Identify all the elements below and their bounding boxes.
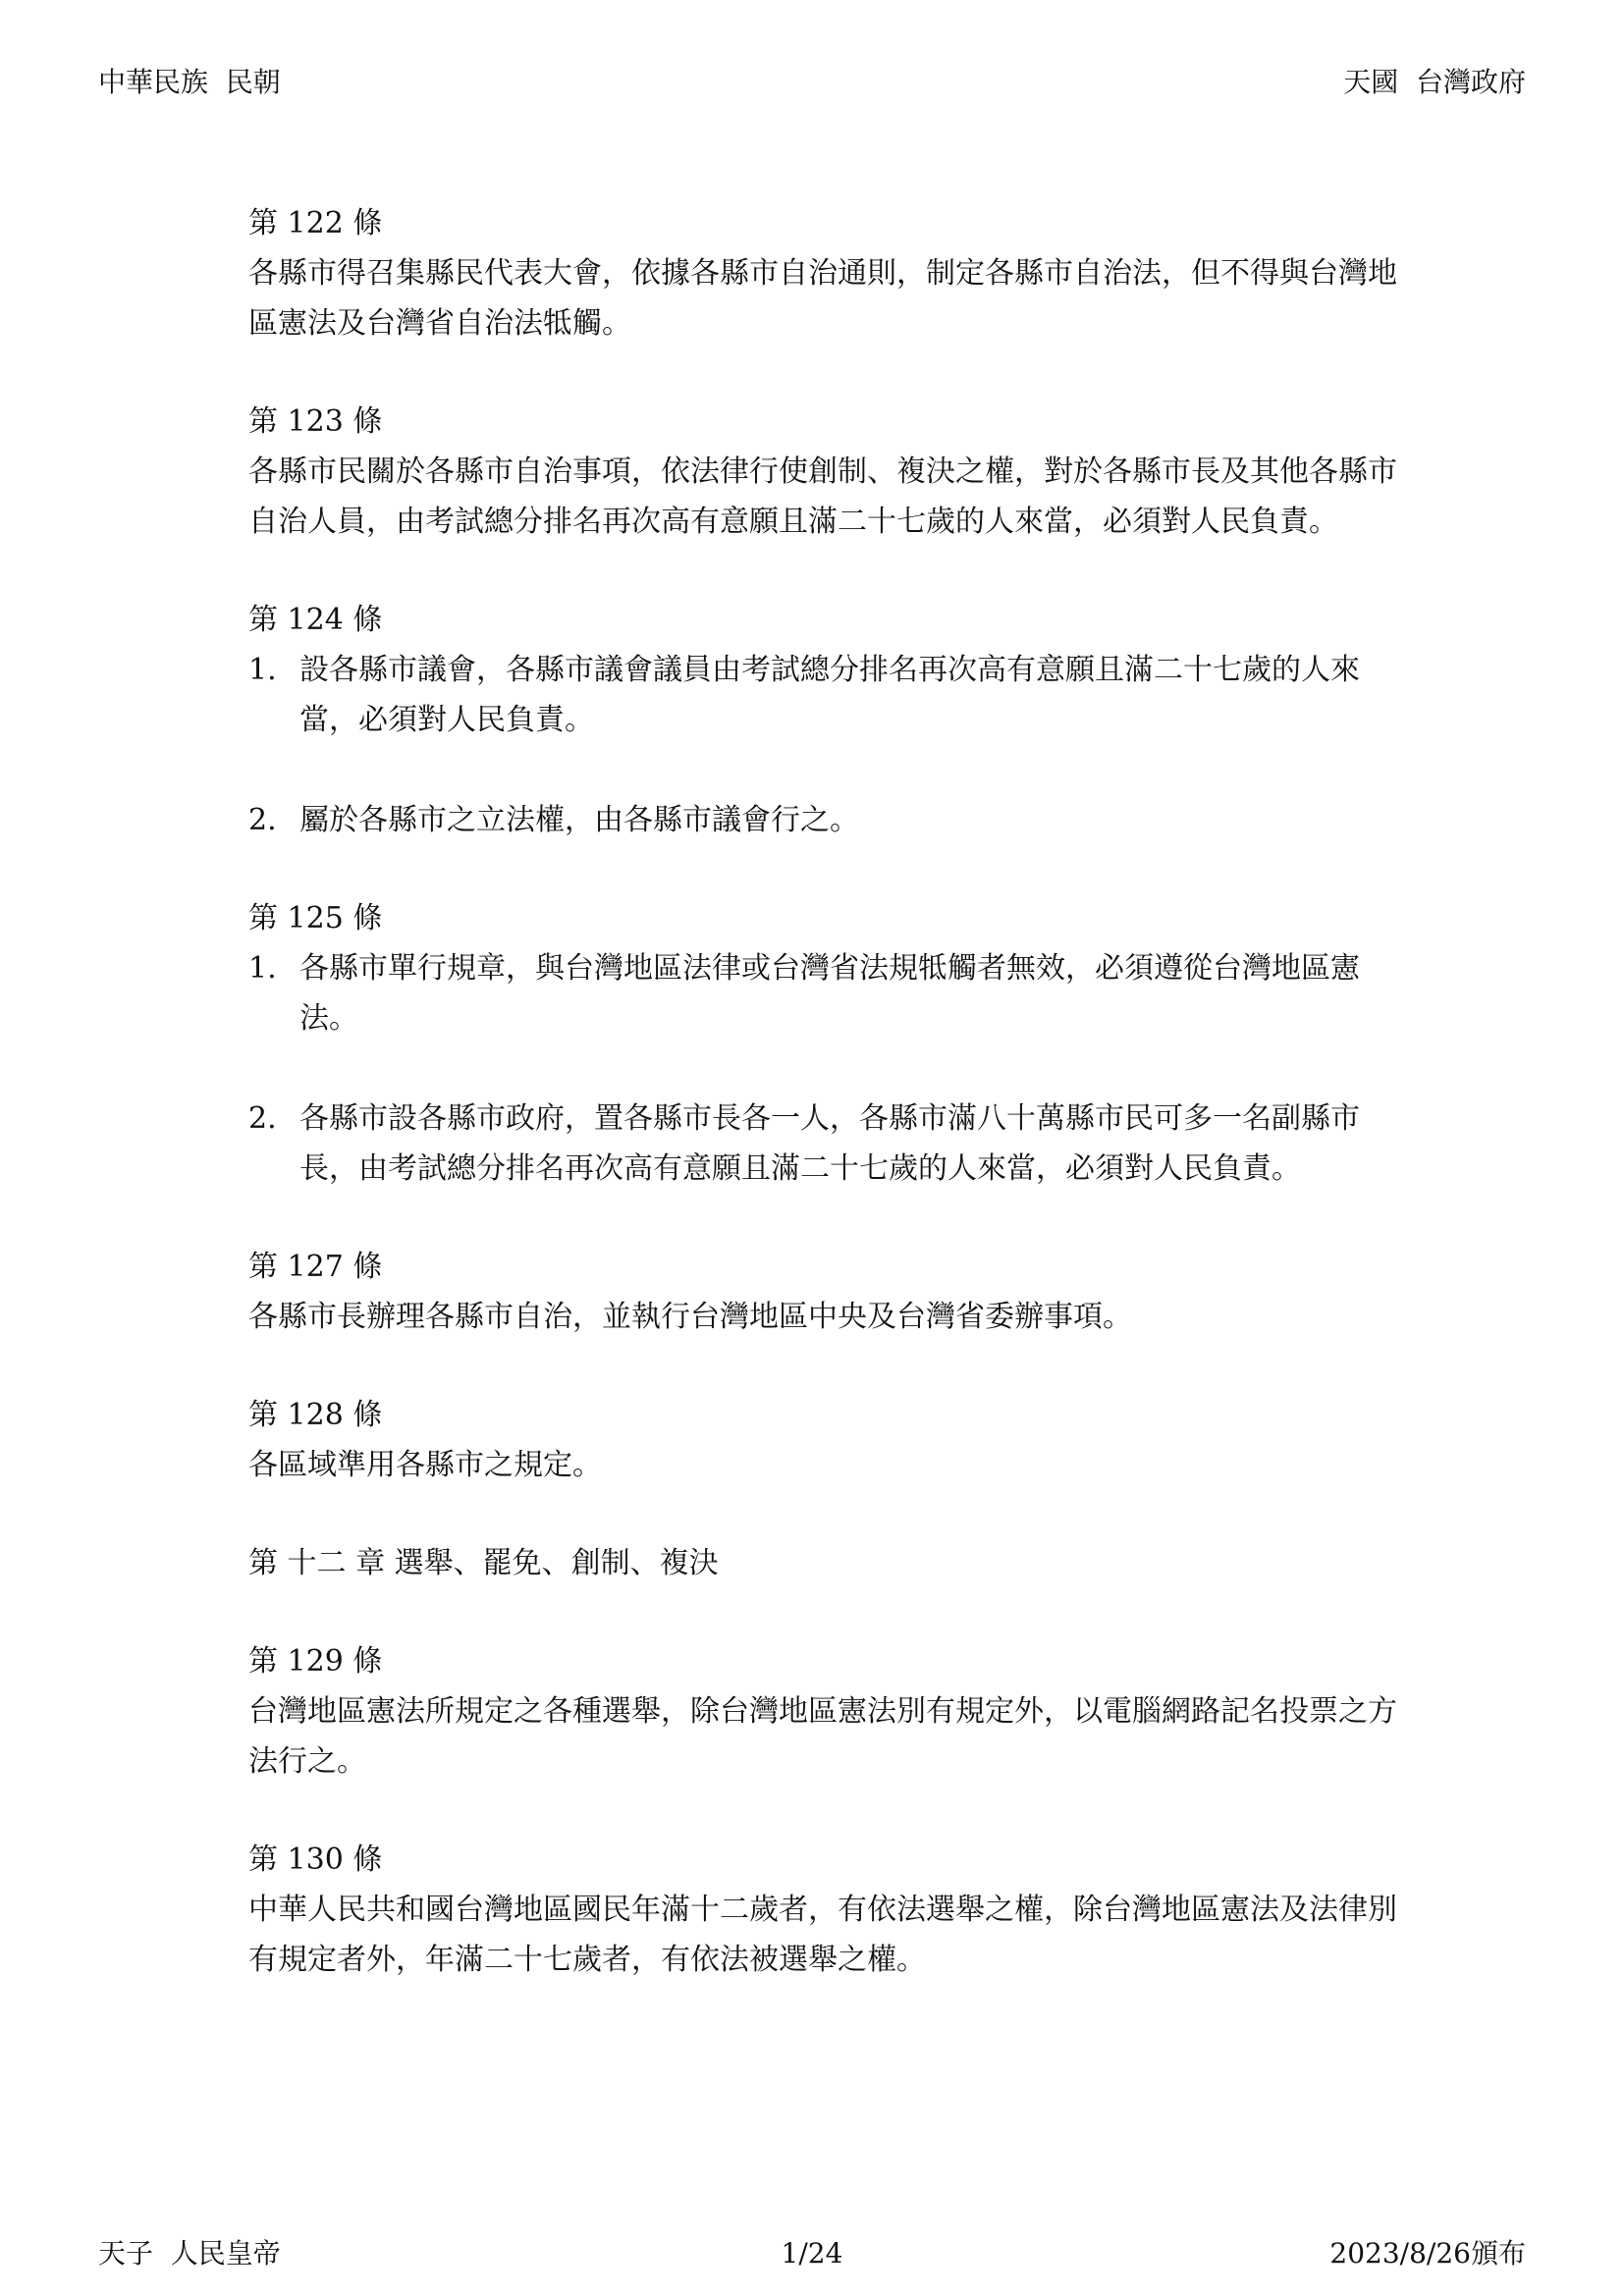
page-number: 1/24 <box>781 2237 843 2269</box>
footer-date: 2023/8/26頒布 <box>1329 2237 1526 2269</box>
article-title: 第 125 條 <box>248 901 383 935</box>
article-item <box>248 645 1397 745</box>
article-122 <box>248 198 1397 348</box>
article-123 <box>248 397 1397 547</box>
article-item <box>248 943 1397 1043</box>
item-text: 設各縣市議會，各縣市議會議員由考試總分排名再次高有意願且滿二十七歲的人來當，必須對人民負責。 <box>299 653 1360 737</box>
article-129 <box>248 1636 1397 1787</box>
document-body <box>248 198 1397 2033</box>
header-left: 中華民族 民朝 <box>98 66 281 98</box>
item-number: 2. <box>248 803 277 837</box>
item-text: 屬於各縣市之立法權，由各縣市議會行之。 <box>299 803 859 837</box>
article-title: 第 127 條 <box>248 1250 383 1284</box>
article-title: 第 124 條 <box>248 603 383 637</box>
article-124 <box>248 595 1397 845</box>
article-title: 第 123 條 <box>248 404 383 439</box>
article-127 <box>248 1242 1397 1342</box>
article-paragraph: 各縣市長辦理各縣市自治，並執行台灣地區中央及台灣省委辦事項。 <box>248 1300 1132 1334</box>
item-number: 1. <box>248 653 277 687</box>
item-text: 各縣市設各縣市政府，置各縣市長各一人，各縣市滿八十萬縣市民可多一名副縣市長，由考試總分排名再次高有意願且滿二十七歲的人來當，必須對人民負責。 <box>299 1101 1360 1186</box>
header-right: 天國 台灣政府 <box>1343 66 1526 98</box>
article-title: 第 128 條 <box>248 1398 383 1432</box>
item-text: 各縣市單行規章，與台灣地區法律或台灣省法規牴觸者無效，必須遵從台灣地區憲法。 <box>299 951 1360 1036</box>
article-paragraph: 各縣市得召集縣民代表大會，依據各縣市自治通則，制定各縣市自治法，但不得與台灣地區憲法及台灣省自治法牴觸。 <box>248 256 1397 341</box>
article-item <box>248 1094 1397 1194</box>
article-paragraph: 台灣地區憲法所規定之各種選舉，除台灣地區憲法別有規定外，以電腦網路記名投票之方法行之。 <box>248 1694 1397 1779</box>
item-number: 2. <box>248 1101 277 1136</box>
article-paragraph: 各縣市民關於各縣市自治事項，依法律行使創制、複決之權，對於各縣市長及其他各縣市自治人員，由考試總分排名再次高有意願且滿二十七歲的人來當，必須對人民負責。 <box>248 454 1397 539</box>
article-title: 第 122 條 <box>248 206 383 240</box>
article-title: 第 130 條 <box>248 1842 383 1877</box>
article-125 <box>248 893 1397 1194</box>
article-paragraph: 各區域準用各縣市之規定。 <box>248 1448 602 1482</box>
article-title: 第 129 條 <box>248 1644 383 1679</box>
footer-left: 天子 人民皇帝 <box>98 2237 281 2269</box>
article-item <box>248 795 1397 845</box>
chapter-heading: 第 十二 章 選舉、罷免、創制、複決 <box>248 1546 719 1580</box>
article-128 <box>248 1390 1397 1490</box>
article-130 <box>248 1835 1397 1985</box>
article-paragraph: 中華人民共和國台灣地區國民年滿十二歲者，有依法選舉之權，除台灣地區憲法及法律別有規定者外，年滿二十七歲者，有依法被選舉之權。 <box>248 1893 1397 1977</box>
item-number: 1. <box>248 951 277 986</box>
